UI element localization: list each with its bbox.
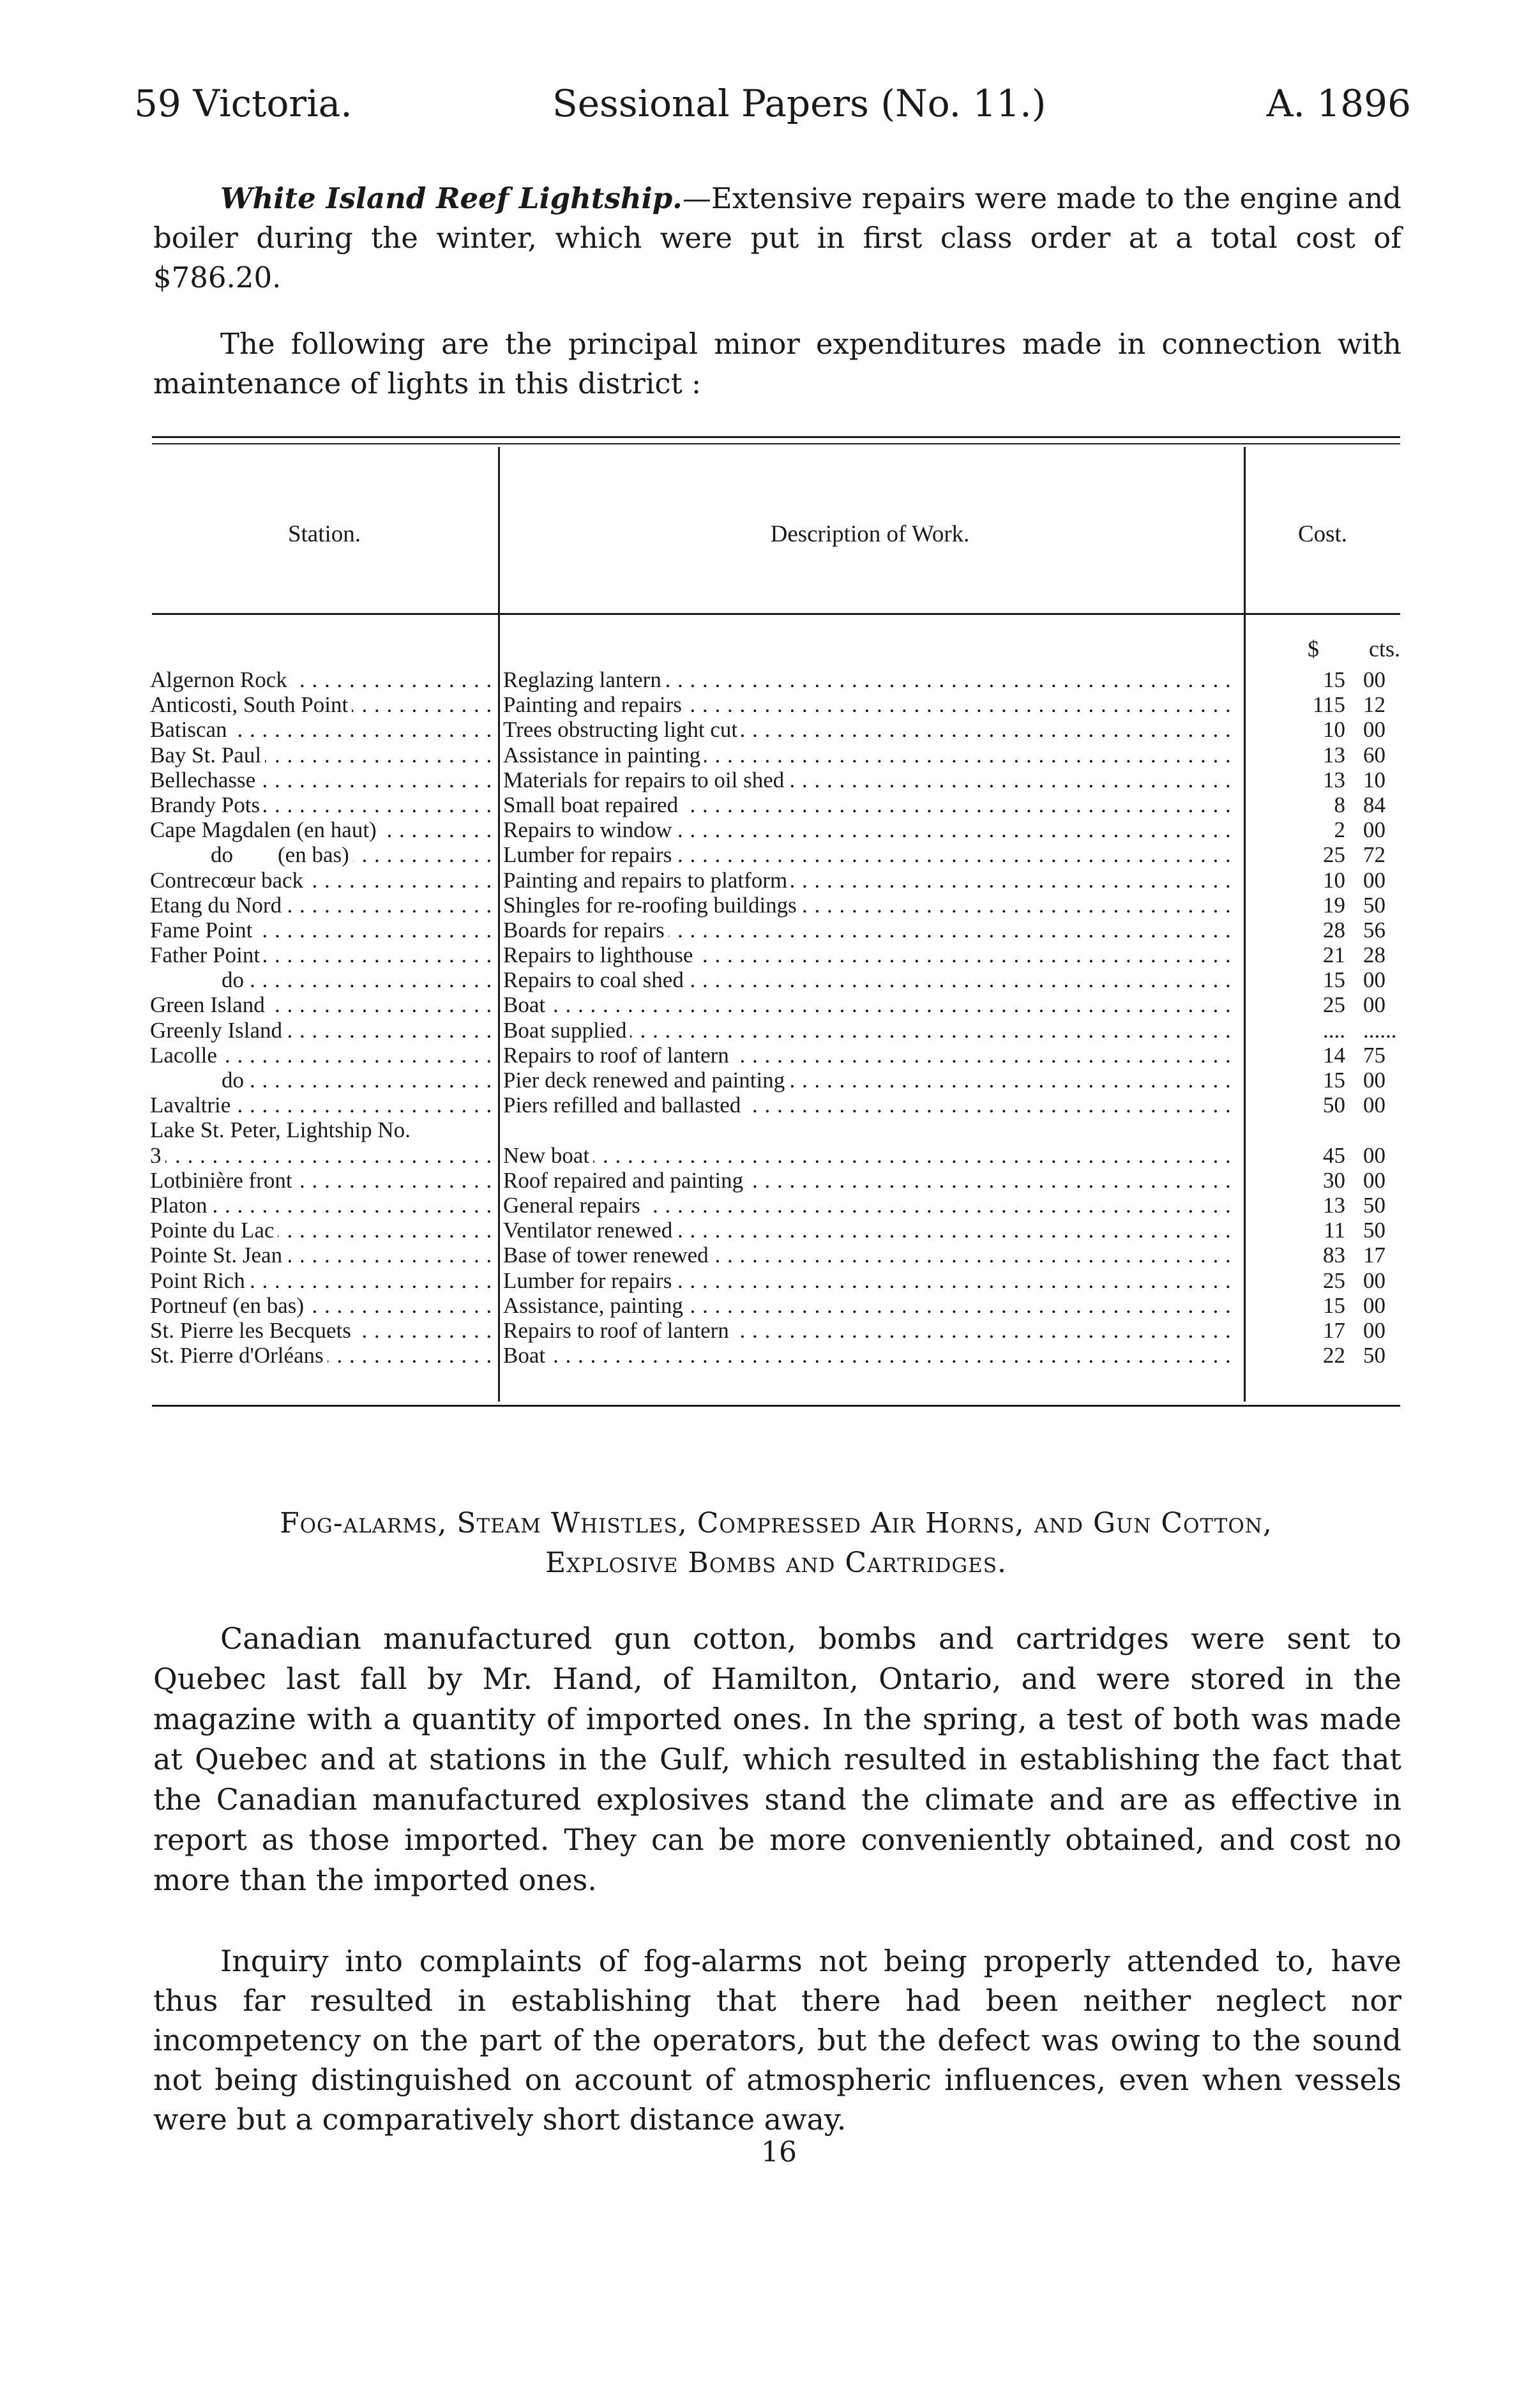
- station-cell: [150, 792, 498, 817]
- description-cell: [503, 1193, 1239, 1218]
- station-cell: [150, 1143, 498, 1168]
- description-cell: [503, 1117, 1239, 1142]
- station-cell: [150, 893, 498, 918]
- cost-cents: 00: [1363, 967, 1385, 993]
- table-row: [0, 692, 1540, 717]
- lightship-paragraph-text: —Extensive repairs were made to the engine and boiler during the winter, which were put in first class order at a total cost of $786.20.: [153, 181, 1401, 294]
- cost-cents: 72: [1363, 842, 1385, 868]
- station-cell: [150, 1343, 498, 1368]
- work-description: Repairs to roof of lantern: [503, 1318, 733, 1343]
- cost-cents: 00: [1363, 992, 1385, 1018]
- cost-dollars: 15: [1323, 667, 1345, 692]
- cost-cents: 50: [1363, 892, 1385, 918]
- cost-dollars: 45: [1323, 1142, 1345, 1168]
- table-row: [0, 918, 1540, 942]
- table-bottom-rule: [152, 1405, 1400, 1407]
- cost-dollars: 11: [1324, 1218, 1345, 1243]
- description-cell: [503, 743, 1239, 768]
- work-description: Painting and repairs to platform: [503, 868, 791, 893]
- description-cell: [503, 1268, 1239, 1293]
- table-body: [0, 667, 1540, 1368]
- description-cell: [503, 1093, 1239, 1117]
- table-row: [0, 768, 1540, 792]
- table-header-description: Description of Work.: [770, 521, 970, 547]
- cost-cell: [1274, 1193, 1401, 1218]
- station-name: Green Island: [150, 992, 269, 1017]
- station-cell: [150, 1018, 498, 1043]
- cost-cell: [1274, 692, 1401, 717]
- cost-cell: [1274, 1268, 1401, 1293]
- work-description: Materials for repairs to oil shed: [503, 768, 788, 792]
- cost-dollars: 30: [1323, 1167, 1345, 1193]
- cost-dollars: 25: [1323, 842, 1345, 868]
- table-row: [0, 1343, 1540, 1368]
- work-description: New boat: [503, 1143, 593, 1168]
- cost-cents: 75: [1363, 1042, 1385, 1068]
- description-cell: [503, 893, 1239, 918]
- cost-cell: [1274, 792, 1401, 817]
- cost-cents: 00: [1363, 817, 1385, 843]
- table-row: [0, 1193, 1540, 1218]
- work-description: General repairs: [503, 1193, 644, 1218]
- station-cell: [150, 1218, 498, 1243]
- table-row: [0, 717, 1540, 742]
- work-description: Ventilator renewed: [503, 1218, 676, 1243]
- work-description: Repairs to roof of lantern: [503, 1043, 733, 1068]
- cents-label: cts.: [1369, 636, 1400, 662]
- station-name: Brandy Pots: [150, 792, 264, 817]
- cost-cents: 12: [1363, 692, 1385, 718]
- station-name: Lacolle: [150, 1043, 221, 1068]
- station-name: Greenly Island: [150, 1018, 286, 1043]
- table-header-cost: Cost.: [1297, 521, 1348, 547]
- description-cell: [503, 842, 1239, 867]
- work-description: Repairs to coal shed: [503, 967, 688, 992]
- cost-cents: 00: [1363, 1268, 1385, 1293]
- cost-dollars: 22: [1323, 1343, 1345, 1368]
- cost-dollars: 15: [1323, 1292, 1345, 1318]
- description-cell: [503, 1293, 1239, 1318]
- table-row: [0, 1093, 1540, 1117]
- cost-dollars: 15: [1323, 1068, 1345, 1093]
- cost-cell: [1274, 768, 1401, 792]
- work-description: Boat: [503, 1343, 549, 1368]
- cost-cell: [1274, 1093, 1401, 1117]
- cost-dollars: 13: [1323, 1192, 1345, 1218]
- cost-cell: [1274, 1168, 1401, 1193]
- cost-cell: [1274, 1018, 1401, 1043]
- cost-cell: [1274, 1318, 1401, 1343]
- station-name: Lake St. Peter, Lightship No.: [150, 1117, 414, 1142]
- station-name: do (en bas): [150, 842, 353, 867]
- table-row: [0, 992, 1540, 1017]
- cost-cents: 50: [1363, 1192, 1385, 1218]
- cost-cell: [1274, 717, 1401, 742]
- table-top-rule: [152, 436, 1400, 438]
- table-row: [0, 842, 1540, 867]
- station-cell: [150, 1318, 498, 1343]
- cost-cents: 00: [1363, 1093, 1385, 1118]
- table-row: [0, 667, 1540, 692]
- table-row: [0, 1318, 1540, 1343]
- cost-cell: [1274, 842, 1401, 867]
- cost-dollars: 25: [1323, 1268, 1345, 1293]
- station-name: Fame Point: [150, 918, 256, 942]
- station-cell: [150, 1168, 498, 1193]
- cost-dollars: 14: [1323, 1042, 1345, 1068]
- table-row: [0, 1117, 1540, 1142]
- work-description: Reglazing lantern: [503, 667, 665, 692]
- work-description: Roof repaired and painting: [503, 1168, 747, 1193]
- cost-cents: 00: [1363, 1142, 1385, 1168]
- work-description: Piers refilled and ballasted: [503, 1093, 744, 1117]
- station-cell: [150, 1043, 498, 1068]
- cost-dollars: 83: [1323, 1243, 1345, 1268]
- work-description: Boards for repairs: [503, 918, 668, 942]
- work-description: Lumber for repairs: [503, 842, 676, 867]
- lightship-paragraph: [153, 179, 1401, 298]
- cost-cents: 00: [1363, 1317, 1385, 1343]
- station-name: Bellechasse: [150, 768, 259, 792]
- station-cell: [150, 1243, 498, 1268]
- cost-cell: [1274, 1218, 1401, 1243]
- running-head-center: Sessional Papers (No. 11.): [552, 82, 1046, 125]
- station-cell: [150, 667, 498, 692]
- cost-cell: [1274, 918, 1401, 942]
- table-top-rule-thin: [152, 443, 1400, 444]
- station-name: Portneuf (en bas): [150, 1293, 308, 1318]
- station-cell: [150, 967, 498, 992]
- station-name: Pointe St. Jean: [150, 1243, 286, 1268]
- cost-cents: 00: [1363, 667, 1385, 692]
- cost-cell: [1274, 893, 1401, 918]
- cost-dollars: 17: [1323, 1317, 1345, 1343]
- station-cell: [150, 868, 498, 893]
- work-description: Painting and repairs: [503, 692, 686, 717]
- description-cell: [503, 667, 1239, 692]
- cost-dollars: 13: [1323, 767, 1345, 792]
- table-row: [0, 893, 1540, 918]
- cost-cell: [1274, 1143, 1401, 1168]
- station-cell: [150, 817, 498, 842]
- cost-cell: [1274, 667, 1401, 692]
- cost-cell: [1274, 992, 1401, 1017]
- cost-cell: [1274, 1243, 1401, 1268]
- cost-cell: [1274, 967, 1401, 992]
- cost-dollars: 19: [1323, 892, 1345, 918]
- cost-cents: 28: [1363, 942, 1385, 968]
- station-cell: [150, 692, 498, 717]
- table-row: [0, 942, 1540, 967]
- cost-cell: [1274, 743, 1401, 768]
- dollar-sign-label: $: [1308, 636, 1319, 662]
- cost-cell: [1274, 1043, 1401, 1068]
- description-cell: [503, 942, 1239, 967]
- work-description: Assistance, painting: [503, 1293, 687, 1318]
- table-row: [0, 1143, 1540, 1168]
- cost-dollars: 21: [1323, 942, 1345, 968]
- cost-dollars: 15: [1323, 967, 1345, 993]
- table-row: [0, 1293, 1540, 1318]
- station-cell: [150, 918, 498, 942]
- cost-cents: 00: [1363, 1167, 1385, 1193]
- station-name: Etang du Nord: [150, 893, 285, 918]
- station-name: Platon: [150, 1193, 211, 1218]
- table-row: [0, 1018, 1540, 1043]
- cost-cents: 00: [1363, 1068, 1385, 1093]
- description-cell: [503, 918, 1239, 942]
- description-cell: [503, 1068, 1239, 1093]
- work-description: Shingles for re-roofing buildings: [503, 893, 801, 918]
- station-name: Algernon Rock: [150, 667, 291, 692]
- station-name: do: [150, 967, 248, 992]
- work-description: Boat: [503, 992, 549, 1017]
- section-title-line-1: Fog-alarms, Steam Whistles, Compressed Air Horns, and Gun Cotton,: [280, 1507, 1272, 1540]
- cost-cents: 60: [1363, 742, 1385, 768]
- cost-cents: ......: [1363, 1017, 1397, 1043]
- station-name: Anticosti, South Point: [150, 692, 352, 717]
- fog-alarm-paragraph: Inquiry into complaints of fog-alarms not being properly attended to, have thus far resulted in establishing that there had been neither neglect nor incompetency on the part of the operators, but the defect was owing to the sound not being distinguished on account of atmospheric influences, even when vessels were but a comparatively short distance away.: [153, 1944, 1401, 2137]
- table-row: [0, 1218, 1540, 1243]
- station-cell: [150, 842, 498, 867]
- table-row: [0, 817, 1540, 842]
- cost-cents: 00: [1363, 1292, 1385, 1318]
- work-description: Pier deck renewed and painting: [503, 1068, 789, 1093]
- station-cell: [150, 942, 498, 967]
- station-cell: [150, 717, 498, 742]
- table-row: [0, 792, 1540, 817]
- station-name: Bay St. Paul: [150, 743, 265, 768]
- station-name: Cape Magdalen (en haut): [150, 817, 381, 842]
- work-description: Small boat repaired: [503, 792, 682, 817]
- cost-dollars: 8: [1334, 792, 1345, 817]
- station-name: Contrecœur back: [150, 868, 307, 893]
- description-cell: [503, 1218, 1239, 1243]
- description-cell: [503, 768, 1239, 792]
- station-cell: [150, 1068, 498, 1093]
- description-cell: [503, 1018, 1239, 1043]
- section-title-line-2: Explosive Bombs and Cartridges.: [545, 1547, 1007, 1579]
- station-cell: [150, 1117, 498, 1142]
- cost-cents: 00: [1363, 717, 1385, 743]
- cost-cell: [1274, 1343, 1401, 1368]
- cost-cell: [1274, 868, 1401, 893]
- table-row: [0, 1168, 1540, 1193]
- work-description: Lumber for repairs: [503, 1268, 676, 1293]
- description-cell: [503, 1243, 1239, 1268]
- cost-cents: 50: [1363, 1218, 1385, 1243]
- cost-cents: 84: [1363, 792, 1385, 817]
- work-description: Trees obstructing light cut: [503, 717, 741, 742]
- cost-dollars: 10: [1323, 717, 1345, 743]
- cost-cell: [1274, 817, 1401, 842]
- cost-cents: 50: [1363, 1343, 1385, 1368]
- station-name: Batiscan: [150, 717, 231, 742]
- table-row: [0, 1243, 1540, 1268]
- intro-paragraph: The following are the principal minor expenditures made in connection with maintenance of lights in this district :: [153, 327, 1401, 400]
- page-number: 16: [761, 2136, 797, 2169]
- cost-cents: 10: [1363, 767, 1385, 792]
- running-head: [134, 82, 1411, 133]
- station-cell: [150, 992, 498, 1017]
- station-name: Father Point: [150, 942, 264, 967]
- cost-dollars: 50: [1323, 1093, 1345, 1118]
- station-name: Lotbinière front: [150, 1168, 296, 1193]
- cost-cell: [1274, 942, 1401, 967]
- cost-cell: [1274, 1117, 1401, 1142]
- table-row: [0, 1068, 1540, 1093]
- cost-dollars: 10: [1323, 867, 1345, 893]
- table-row: [0, 743, 1540, 768]
- description-cell: [503, 717, 1239, 742]
- table-row: [0, 1268, 1540, 1293]
- cost-cell: [1274, 1068, 1401, 1093]
- station-cell: [150, 1093, 498, 1117]
- cost-dollars: 115: [1312, 692, 1345, 718]
- description-cell: [503, 817, 1239, 842]
- table-header-station: Station.: [287, 521, 361, 547]
- station-name: Lavaltrie: [150, 1093, 234, 1117]
- description-cell: [503, 1343, 1239, 1368]
- station-cell: [150, 743, 498, 768]
- table-row: [0, 967, 1540, 992]
- description-cell: [503, 1318, 1239, 1343]
- cost-cents: 00: [1363, 867, 1385, 893]
- work-description: Repairs to lighthouse: [503, 942, 697, 967]
- station-name: 3: [150, 1143, 165, 1168]
- table-row: [0, 868, 1540, 893]
- running-head-right: A. 1896: [1266, 82, 1411, 125]
- cost-dollars: 28: [1323, 917, 1345, 942]
- work-description: Repairs to window: [503, 817, 676, 842]
- cost-cents: 17: [1363, 1243, 1385, 1268]
- station-cell: [150, 1293, 498, 1318]
- cost-dollars: 13: [1323, 742, 1345, 768]
- station-name: do: [150, 1068, 248, 1093]
- gun-cotton-paragraph: Canadian manufactured gun cotton, bombs and cartridges were sent to Quebec last fall by Mr. Hand, of Hamilton, Ontario, and were stored in the magazine with a quantity of imported ones. In the spring, a test of both was made at Quebec and at stations in the Gulf, which resulted in establishing the fact that the Canadian manufactured explosives stand the climate and are as effective in report as those imported. They can be more conveniently obtained, and cost no more than the imported ones.: [153, 1621, 1401, 1897]
- cost-cents: 56: [1363, 917, 1385, 942]
- station-name: St. Pierre d'Orléans: [150, 1343, 328, 1368]
- description-cell: [503, 1143, 1239, 1168]
- work-description: Assistance in painting: [503, 743, 704, 768]
- description-cell: [503, 967, 1239, 992]
- station-name: Pointe du Lac: [150, 1218, 278, 1243]
- station-cell: [150, 1193, 498, 1218]
- description-cell: [503, 992, 1239, 1017]
- table-row: [0, 1043, 1540, 1068]
- station-name: St. Pierre les Becquets: [150, 1318, 355, 1343]
- description-cell: [503, 792, 1239, 817]
- station-name: Point Rich: [150, 1268, 249, 1293]
- description-cell: [503, 692, 1239, 717]
- section-title: [152, 1504, 1400, 1583]
- lightship-runin-heading: White Island Reef Lightship.: [220, 181, 683, 215]
- cost-dollars: ....: [1323, 1017, 1345, 1043]
- cost-dollars: 25: [1323, 992, 1345, 1018]
- description-cell: [503, 1168, 1239, 1193]
- running-head-left: 59 Victoria.: [134, 82, 352, 125]
- description-cell: [503, 1043, 1239, 1068]
- station-cell: [150, 768, 498, 792]
- station-cell: [150, 1268, 498, 1293]
- description-cell: [503, 868, 1239, 893]
- work-description: [503, 1117, 507, 1142]
- cost-cell: [1274, 1293, 1401, 1318]
- cost-dollars: 2: [1334, 817, 1345, 843]
- work-description: Boat supplied: [503, 1018, 630, 1043]
- table-header-rule: [152, 613, 1400, 615]
- work-description: Base of tower renewed: [503, 1243, 713, 1268]
